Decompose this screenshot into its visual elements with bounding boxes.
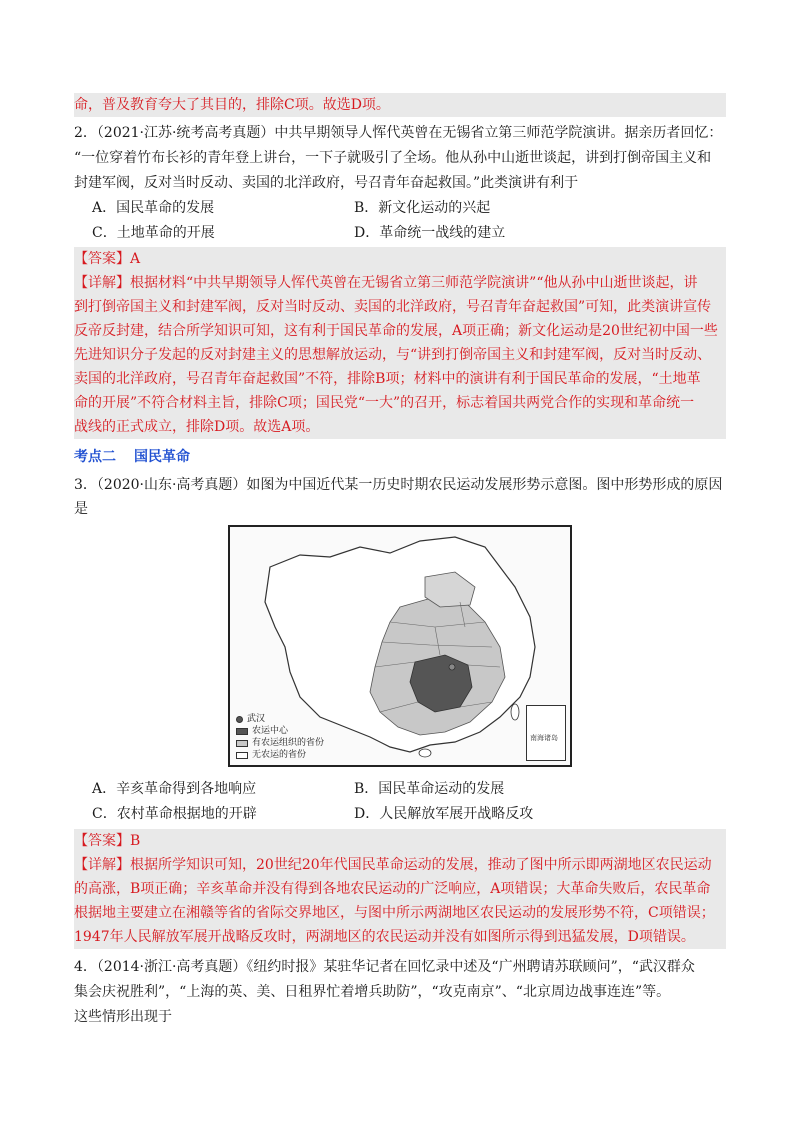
wuhan-dot <box>449 664 455 670</box>
legend-none: 无农运的省份 <box>236 749 324 761</box>
q2-stem-line3: 封建军阀，反对当时反动、卖国的北洋政府，号召青年奋起救国。”此类演讲有利于 <box>74 175 579 191</box>
legend-center: 农运中心 <box>236 725 324 737</box>
legend-grey-swatch <box>236 740 248 747</box>
legend-wuhan: 武汉 <box>236 713 324 725</box>
q2-detail-line3: 反帝反封建，结合所学知识可知，这有利于国民革命的发展，A项正确；新文化运动是20世纪初中国一些 <box>74 319 726 343</box>
q3-detail-line4: 1947年人民解放军展开战略反攻时，两湖地区的农民运动并没有如图所示得到迅猛发展，D项错误。 <box>74 925 726 949</box>
previous-explanation-tail: 命，普及教育夸大了其目的，排除C项。故选D项。 <box>74 93 726 117</box>
q3-stem-line1: 3．（2020·山东·高考真题）如图为中国近代某一历史时期农民运动发展形势示意图。图中形势形成的原因 <box>74 477 723 493</box>
q4-stem-line1: 4．（2014·浙江·高考真题）《纽约时报》某驻华记者在回忆录中述及“广州聘请苏联顾问”，“武汉群众 <box>74 959 695 975</box>
q3-option-d: D．人民解放军展开战略反攻 <box>354 806 534 822</box>
q2-stem-line1: 2．（2021·江苏·统考高考真题）中共早期领导人恽代英曾在无锡省立第三师范学院演讲。据亲历者回忆： <box>74 125 723 141</box>
q3-detail-line2: 的高涨，B项正确；辛亥革命并没有得到各地农民运动的广泛响应，A项错误；大革命失败后，农民革命 <box>74 877 726 901</box>
section-heading <box>74 446 208 468</box>
q2-detail-line7: 战线的正式成立，排除D项。故选A项。 <box>74 415 726 439</box>
q2-detail-line2: 到打倒帝国主义和封建军阀，反对当时反动、卖国的北洋政府，号召青年奋起救国”可知，此类演讲宣传 <box>74 295 726 319</box>
q2-option-c: C．土地革命的开展 <box>92 225 215 241</box>
q2-detail-line6: 命的开展”不符合材料主旨，排除C项；国民党“一大”的召开，标志着国共两党合作的实现和革命统一 <box>74 391 726 415</box>
q3-option-c: C．农村革命根据地的开辟 <box>92 806 257 822</box>
taiwan-island <box>511 704 519 720</box>
legend-dark-swatch <box>236 728 248 735</box>
section-title: 国民革命 <box>134 449 190 465</box>
q4-stem-line3: 这些情形出现于 <box>74 1009 172 1025</box>
q3-detail-line3: 根据地主要建立在湘赣等省的省际交界地区，与图中所示两湖地区农民运动的发展形势不符，C项错误； <box>74 901 726 925</box>
peasant-movement-map <box>228 525 572 767</box>
south-sea-label: 南海诸岛 <box>530 734 558 742</box>
q2-detail-line5: 卖国的北洋政府，号召青年奋起救国”不符，排除B项；材料中的演讲有利于国民革命的发展，“土地革 <box>74 367 726 391</box>
q3-answer: 【答案】B <box>74 829 726 853</box>
q2-option-b: B．新文化运动的兴起 <box>354 200 491 216</box>
q2-detail-line4: 先进知识分子发起的反对封建主义的思想解放运动，与“讲到打倒帝国主义和封建军阀，反对当时反动、 <box>74 343 726 367</box>
q4-stem-line2: 集会庆祝胜利”，“上海的英、美、日租界忙着增兵助防”，“攻克南京”、“北京周边战事连连”等。 <box>74 984 671 1000</box>
q3-detail-line1: 【详解】根据所学知识可知，20世纪20年代国民革命运动的发展，推动了图中所示即两湖地区农民运动 <box>74 853 726 877</box>
q3-option-b: B．国民革命运动的发展 <box>354 781 505 797</box>
map-legend <box>236 713 324 761</box>
q2-detail-line1: 【详解】根据材料“中共早期领导人恽代英曾在无锡省立第三师范学院演讲”“他从孙中山逝世谈起，讲 <box>74 271 726 295</box>
q3-stem-line2: 是 <box>74 501 88 517</box>
legend-organized: 有农运组织的省份 <box>236 737 324 749</box>
q2-stem-line2: “一位穿着竹布长衫的青年登上讲台，一下子就吸引了全场。他从孙中山逝世谈起，讲到打倒帝国主义和 <box>74 150 712 166</box>
legend-white-swatch <box>236 752 248 759</box>
q2-option-a: A．国民革命的发展 <box>92 200 215 216</box>
q2-answer: 【答案】A <box>74 247 726 271</box>
legend-dot-icon <box>236 716 243 723</box>
q3-option-a: A．辛亥革命得到各地响应 <box>92 781 257 797</box>
q2-option-d: D．革命统一战线的建立 <box>354 225 506 241</box>
section-label: 考点二 <box>74 449 116 465</box>
hainan-island <box>419 749 431 757</box>
